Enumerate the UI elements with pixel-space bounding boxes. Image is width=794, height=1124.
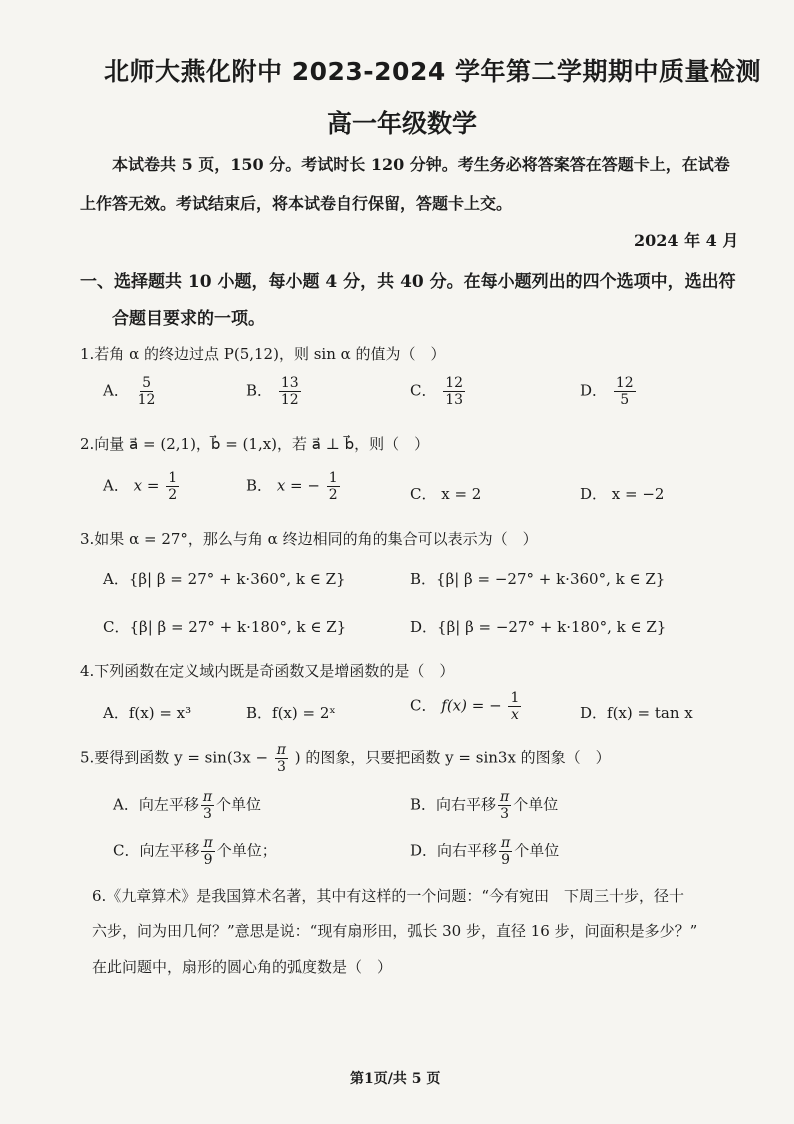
q3-option-d: D．{β| β = −27° + k·180°, k ∈ Z} bbox=[410, 618, 667, 636]
q4-option-c bbox=[410, 690, 523, 723]
q1-d-label: D． bbox=[580, 381, 608, 400]
q2-b-fraction bbox=[327, 470, 340, 503]
q5-stem-den: 3 bbox=[276, 759, 286, 775]
q6-line1: 6.《九章算术》是我国算术名著，其中有这样的一个问题：“今有宛田 下周三十步，径十 bbox=[92, 887, 684, 905]
q5-stem-fraction bbox=[275, 742, 288, 775]
q2-a-den: 2 bbox=[168, 487, 178, 503]
q2-b-num: 1 bbox=[328, 470, 338, 486]
q5-a-fraction bbox=[201, 789, 214, 822]
q4-stem: 4.下列函数在定义域内既是奇函数又是增函数的是（ ） bbox=[80, 662, 455, 680]
instructions-line2: 上作答无效。考试结束后，将本试卷自行保留，答题卡上交。 bbox=[80, 194, 513, 213]
q1-b-fraction bbox=[279, 375, 301, 408]
q5-c-pre: C．向左平移 bbox=[113, 841, 200, 860]
q1-c-num: 12 bbox=[445, 375, 464, 391]
exam-title: 北师大燕化附中 2023-2024 学年第二学期期中质量检测 bbox=[104, 57, 761, 86]
q5-option-d bbox=[410, 835, 559, 868]
q1-a-den: 12 bbox=[137, 392, 156, 408]
q5-a-pre: A．向左平移 bbox=[113, 795, 199, 814]
exam-date: 2024 年 4 月 bbox=[634, 231, 739, 250]
q1-d-fraction bbox=[614, 375, 636, 408]
q3-option-b: B．{β| β = −27° + k·360°, k ∈ Z} bbox=[410, 570, 666, 588]
q2-option-a bbox=[103, 470, 181, 503]
q5-a-post: 个单位 bbox=[216, 795, 262, 814]
q1-a-label: A． bbox=[103, 381, 129, 400]
q5-d-den: 9 bbox=[501, 852, 511, 868]
q6-line2: 六步，问为田几何？”意思是说：“现有扇形田，弧长 30 步，直径 16 步，问面积是多少？” bbox=[92, 922, 698, 940]
q3-option-c: C．{β| β = 27° + k·180°, k ∈ Z} bbox=[103, 618, 347, 636]
q1-b-den: 12 bbox=[280, 392, 299, 408]
q5-c-post: 个单位； bbox=[216, 841, 277, 860]
q4-c-pre: f(x) = − bbox=[441, 696, 502, 715]
exam-subtitle: 高一年级数学 bbox=[327, 109, 478, 138]
q1-option-d bbox=[580, 375, 638, 408]
q1-c-fraction bbox=[443, 375, 465, 408]
q1-option-c bbox=[410, 375, 467, 408]
q1-d-num: 12 bbox=[615, 375, 634, 391]
q1-option-a bbox=[103, 375, 159, 408]
q1-a-fraction bbox=[136, 375, 158, 408]
page-number-footer: 第1页/共 5 页 bbox=[350, 1071, 441, 1087]
q6-line3: 在此问题中，扇形的圆心角的弧度数是（ ） bbox=[92, 958, 393, 976]
q3-option-a: A．{β| β = 27° + k·360°, k ∈ Z} bbox=[103, 570, 346, 588]
q2-b-pre: x = − bbox=[276, 476, 320, 495]
q5-b-den: 3 bbox=[500, 806, 510, 822]
q5-c-fraction bbox=[201, 835, 214, 868]
instructions-line1: 本试卷共 5 页，150 分。考试时长 120 分钟。考生务必将答案答在答题卡上，在试卷 bbox=[112, 155, 730, 174]
q2-option-b bbox=[246, 470, 342, 503]
q2-a-pre: x = bbox=[133, 476, 160, 495]
q4-option-a: A．f(x) = x³ bbox=[103, 704, 192, 722]
section1-heading-line1: 一、选择题共 10 小题，每小题 4 分，共 40 分。在每小题列出的四个选项中，选出符 bbox=[80, 272, 736, 292]
q5-c-den: 9 bbox=[203, 852, 213, 868]
q2-a-label: A． bbox=[103, 476, 129, 495]
q5-d-fraction bbox=[499, 835, 512, 868]
q5-b-post: 个单位 bbox=[513, 795, 559, 814]
q5-d-num: π bbox=[501, 835, 511, 851]
q1-option-b bbox=[246, 375, 303, 408]
q5-a-num: π bbox=[202, 789, 213, 805]
q5-stem bbox=[80, 742, 611, 775]
q2-option-d: D． x = −2 bbox=[580, 485, 665, 503]
q5-stem-post: ) 的图象，只要把函数 y = sin3x 的图象（ ） bbox=[294, 748, 611, 767]
q4-c-fraction bbox=[508, 690, 521, 723]
q5-option-a bbox=[113, 789, 261, 822]
q2-b-label: B． bbox=[246, 476, 273, 495]
q4-c-label: C． bbox=[410, 696, 437, 715]
q1-d-den: 5 bbox=[620, 392, 630, 408]
q2-a-fraction bbox=[166, 470, 179, 503]
q5-stem-num: π bbox=[276, 742, 286, 758]
q4-option-b: B．f(x) = 2ˣ bbox=[246, 704, 336, 722]
q1-c-den: 13 bbox=[445, 392, 464, 408]
q5-d-post: 个单位 bbox=[514, 841, 560, 860]
q5-c-num: π bbox=[203, 835, 213, 851]
q2-stem: 2.向量 a⃗ = (2,1)，b⃗ = (1,x)，若 a⃗ ⊥ b⃗，则（ ） bbox=[80, 435, 430, 453]
q2-b-den: 2 bbox=[328, 487, 338, 503]
q1-a-num: 5 bbox=[142, 375, 151, 391]
q1-stem: 1.若角 α 的终边过点 P(5,12)，则 sin α 的值为（ ） bbox=[80, 345, 446, 363]
q2-a-num: 1 bbox=[168, 470, 178, 486]
q1-b-label: B． bbox=[246, 381, 273, 400]
q5-b-pre: B．向右平移 bbox=[410, 795, 497, 814]
q4-option-d: D．f(x) = tan x bbox=[580, 704, 693, 722]
q3-stem: 3.如果 α = 27°，那么与角 α 终边相同的角的集合可以表示为（ ） bbox=[80, 530, 538, 548]
q5-a-den: 3 bbox=[202, 806, 212, 822]
q1-c-label: C． bbox=[410, 381, 437, 400]
section1-heading-line2: 合题目要求的一项。 bbox=[112, 309, 265, 329]
q1-b-num: 13 bbox=[280, 375, 299, 391]
q5-option-b bbox=[410, 789, 558, 822]
q5-b-fraction bbox=[498, 789, 511, 822]
q4-c-num: 1 bbox=[510, 690, 520, 706]
q4-c-den: x bbox=[510, 707, 519, 723]
q5-stem-pre: 5.要得到函数 y = sin(3x − bbox=[80, 748, 269, 767]
q5-option-c bbox=[113, 835, 277, 868]
q5-b-num: π bbox=[500, 789, 510, 805]
q5-d-pre: D．向右平移 bbox=[410, 841, 498, 860]
q2-option-c: C． x = 2 bbox=[410, 485, 482, 503]
